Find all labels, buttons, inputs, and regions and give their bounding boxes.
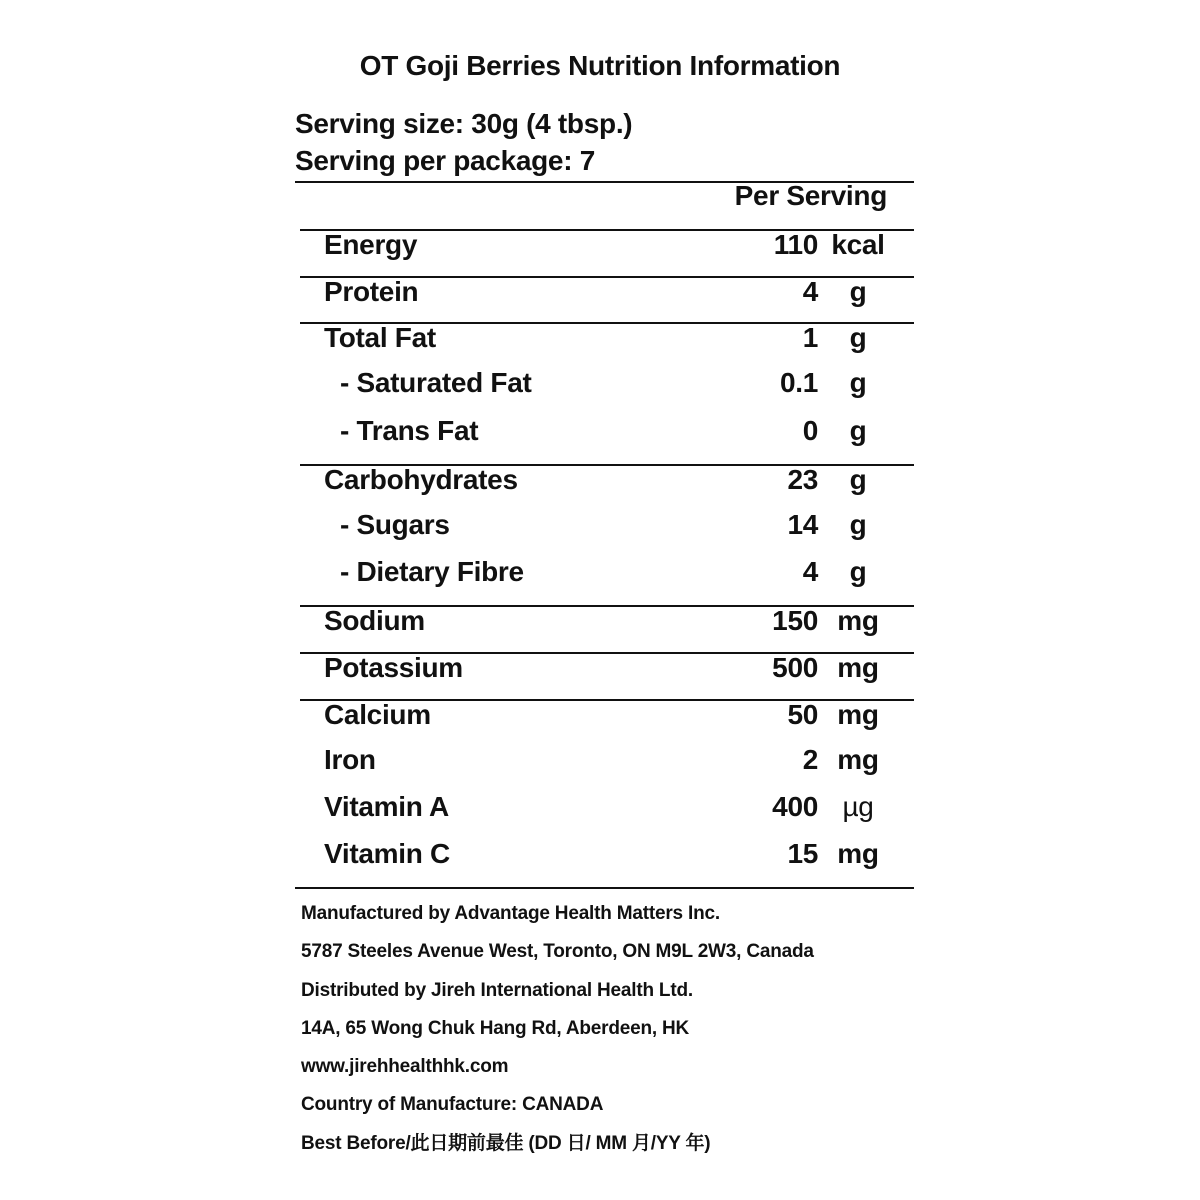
nutrient-name: Energy xyxy=(324,229,418,260)
nutrient-name: Iron xyxy=(324,744,376,775)
table-bottom-rule xyxy=(295,887,914,889)
nutrient-name: - Saturated Fat xyxy=(340,367,532,398)
nutrient-amount: 500 xyxy=(772,652,818,683)
nutrient-row-dietary-fibre xyxy=(300,556,914,596)
per-serving-header: Per Serving xyxy=(734,180,887,211)
nutrient-row-carbohydrates xyxy=(300,464,914,504)
nutrient-unit: mg xyxy=(837,699,879,730)
nutrient-name: Potassium xyxy=(324,652,463,683)
website-text: www.jirehhealthhk.com xyxy=(301,1056,509,1078)
nutrient-row-calcium xyxy=(300,699,914,739)
nutrient-amount: 4 xyxy=(802,276,818,307)
nutrient-amount: 50 xyxy=(787,699,818,730)
nutrient-unit: g xyxy=(849,367,867,398)
nutrient-amount: 4 xyxy=(802,556,818,587)
nutrient-unit: mg xyxy=(837,838,879,869)
nutrient-amount: 400 xyxy=(772,791,818,822)
nutrient-name: Calcium xyxy=(324,699,431,730)
distributor-line: Distributed by Jireh International Health Ltd. xyxy=(301,979,693,1001)
nutrient-amount: 0 xyxy=(802,415,818,446)
nutrient-row-sugars xyxy=(300,509,914,549)
country-of-manufacture: Country of Manufacture: CANADA xyxy=(301,1094,604,1116)
nutrient-amount: 0.1 xyxy=(779,367,818,398)
nutrient-amount: 1 xyxy=(802,322,818,353)
nutrient-name: - Sugars xyxy=(340,509,450,540)
nutrient-unit: g xyxy=(849,509,867,540)
nutrient-row-trans-fat xyxy=(300,415,914,455)
nutrient-row-energy xyxy=(300,229,914,269)
label-title: OT Goji Berries Nutrition Information xyxy=(359,50,841,81)
nutrient-unit: g xyxy=(849,464,867,495)
nutrient-name: Sodium xyxy=(324,605,425,636)
nutrient-unit: g xyxy=(849,276,867,307)
nutrient-row-vitamin-c xyxy=(300,838,914,878)
nutrient-name: Total Fat xyxy=(324,322,436,353)
nutrient-unit: kcal xyxy=(831,229,885,260)
nutrient-amount: 2 xyxy=(802,744,818,775)
manufacturer-address: 5787 Steeles Avenue West, Toronto, ON M9L 2W3, Canada xyxy=(301,941,814,963)
nutrient-row-protein xyxy=(300,276,914,316)
nutrient-unit: mg xyxy=(837,744,879,775)
nutrient-name: Vitamin C xyxy=(324,838,450,869)
nutrient-unit: mg xyxy=(837,605,879,636)
nutrient-name: Protein xyxy=(324,276,419,307)
nutrient-row-saturated-fat xyxy=(300,367,914,407)
nutrient-row-sodium xyxy=(300,605,914,645)
nutrient-row-iron xyxy=(300,744,914,784)
nutrient-name: - Trans Fat xyxy=(340,415,479,446)
nutrient-row-potassium xyxy=(300,652,914,692)
nutrient-amount: 150 xyxy=(772,605,818,636)
best-before: Best Before/此日期前最佳 (DD 日/ MM 月/YY 年) xyxy=(301,1132,711,1154)
nutrient-name: - Dietary Fibre xyxy=(340,556,524,587)
nutrient-unit: µg xyxy=(842,791,874,822)
nutrient-amount: 23 xyxy=(787,464,818,495)
nutrient-row-total-fat xyxy=(300,322,914,362)
nutrient-name: Vitamin A xyxy=(324,791,449,822)
nutrient-unit: mg xyxy=(837,652,879,683)
nutrient-unit: g xyxy=(849,556,867,587)
nutrient-amount: 110 xyxy=(773,229,818,260)
manufacturer-line: Manufactured by Advantage Health Matters Inc. xyxy=(301,903,720,924)
nutrient-row-vitamin-a xyxy=(300,791,914,831)
nutrient-amount: 14 xyxy=(787,509,818,540)
nutrient-unit: g xyxy=(849,415,867,446)
distributor-address: 14A, 65 Wong Chuk Hang Rd, Aberdeen, HK xyxy=(301,1017,690,1039)
nutrient-name: Carbohydrates xyxy=(324,464,518,495)
serving-size: Serving size: 30g (4 tbsp.) xyxy=(295,108,633,139)
nutrient-amount: 15 xyxy=(787,838,818,869)
manufacturer-info xyxy=(301,896,814,1164)
servings-per-package: Serving per package: 7 xyxy=(295,145,595,176)
nutrient-unit: g xyxy=(849,322,867,353)
